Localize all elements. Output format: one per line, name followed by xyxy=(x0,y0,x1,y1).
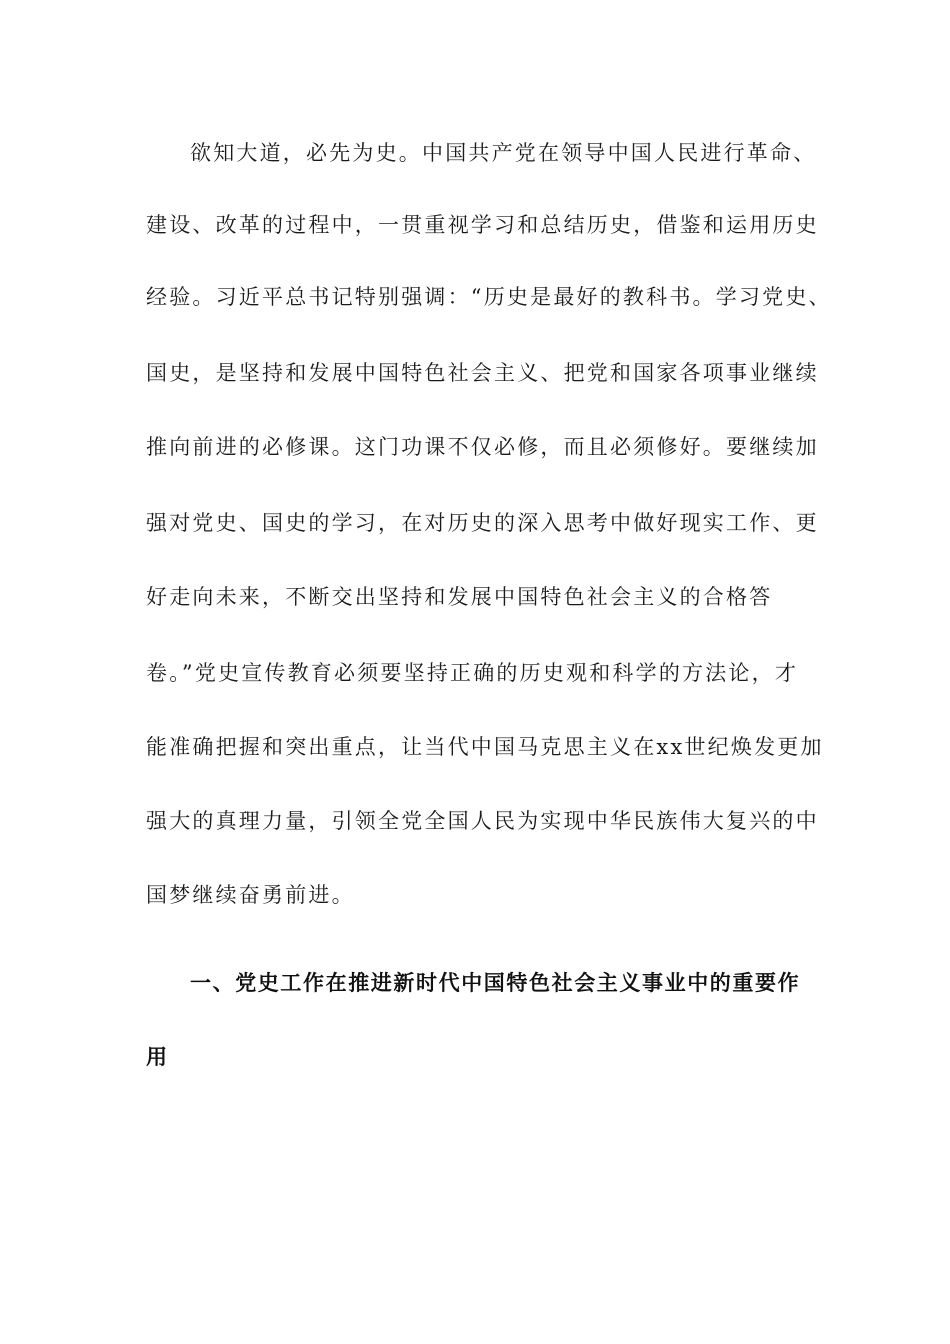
paragraph-line: 国梦继续奋勇前进。 xyxy=(146,883,355,907)
paragraph-line: 能准确把握和突出重点，让当代中国马克思主义在xx世纪焕发更加 xyxy=(146,735,824,759)
paragraph-line: 强对党史、国史的学习，在对历史的深入思考中做好现实工作、更 xyxy=(146,511,819,535)
paragraph-line: 欲知大道，必先为史。中国共产党在领导中国人民进行革命、 xyxy=(190,141,817,165)
paragraph-line: 经验。习近平总书记特别强调：“历史是最好的教科书。学习党史、 xyxy=(146,285,832,309)
paragraph-line: 卷。”党史宣传教育必须要坚持正确的历史观和科学的方法论，才 xyxy=(146,661,799,685)
section-heading-line: 一、党史工作在推进新时代中国特色社会主义事业中的重要作 xyxy=(190,971,801,995)
paragraph-line: 好走向未来，不断交出坚持和发展中国特色社会主义的合格答 xyxy=(146,585,773,609)
paragraph-line: 建设、改革的过程中，一贯重视学习和总结历史，借鉴和运用历史 xyxy=(146,213,819,237)
paragraph-line: 推向前进的必修课。这门功课不仅必修，而且必须修好。要继续加 xyxy=(146,435,819,459)
paragraph-line: 强大的真理力量，引领全党全国人民为实现中华民族伟大复兴的中 xyxy=(146,809,819,833)
paragraph-line: 国史，是坚持和发展中国特色社会主义、把党和国家各项事业继续 xyxy=(146,361,819,385)
section-heading-line: 用 xyxy=(146,1045,169,1069)
